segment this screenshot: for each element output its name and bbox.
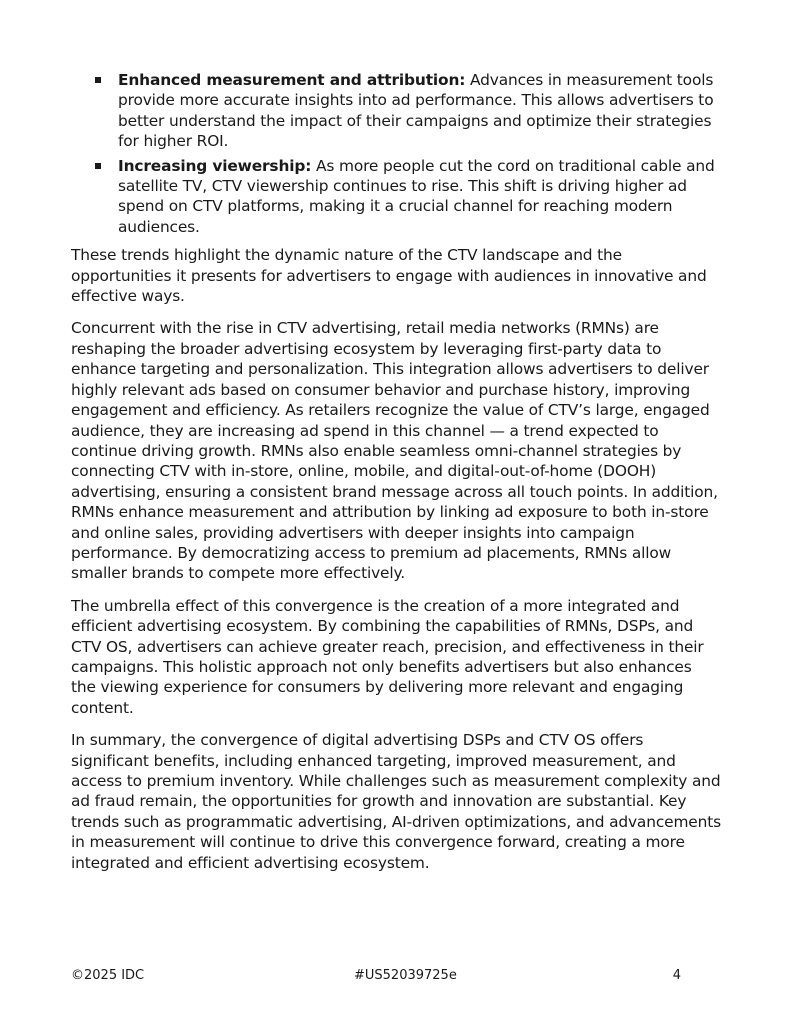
- square-bullet-icon: [95, 163, 101, 169]
- footer-doc-id: #US52039725e: [354, 968, 457, 983]
- trend-bullet-list: [71, 70, 721, 237]
- paragraph-rmn: Concurrent with the rise in CTV advertising, retail media networks (RMNs) are reshaping the broader advertising ecosystem by leveraging first-party data to enhance targeting and personalization. This integration allows advertisers to deliver highly relevant ads based on consumer behavior and purchase history, improving engagement and efficiency. As retailers recognize the value of CTV’s large, engaged audience, they are increasing ad spend in this channel — a trend expected to continue driving growth. RMNs also enable seamless omni-channel strategies by connecting CTV with in-store, online, mobile, and digital-out-of-home (DOOH) advertising, ensuring a consistent brand message across all touch points. In addition, RMNs enhance measurement and attribution by linking ad exposure to both in-store and online sales, providing advertisers with deeper insights into campaign performance. By democratizing access to premium ad placements, RMNs allow smaller brands to compete more effectively.: [71, 319, 718, 583]
- bullet-lead: Enhanced measurement and attribution:: [118, 71, 466, 89]
- bullet-item-measurement: [71, 70, 721, 152]
- bullet-lead: Increasing viewership:: [118, 156, 312, 175]
- document-body: [71, 70, 721, 885]
- paragraph-umbrella: The umbrella effect of this convergence is the creation of a more integrated and efficient advertising ecosystem. By combining the capabilities of RMNs, DSPs, and CTV OS, advertisers can achieve greater reach, precision, and effectiveness in their campaigns. This holistic approach not only benefits advertisers but also enhances the viewing experience for consumers by delivering more relevant and engaging content.: [71, 596, 704, 717]
- paragraph-trends: These trends highlight the dynamic nature of the CTV landscape and the opportunities it presents for advertisers to engage with audiences in innovative and effective ways.: [71, 246, 707, 306]
- bullet-text: As more people cut the cord on traditional cable and satellite TV, CTV viewership continues to rise. This shift is driving higher ad spend on CTV platforms, making it a crucial channel for reaching modern audiences.: [118, 156, 715, 236]
- footer-copyright: ©2025 IDC: [71, 968, 145, 983]
- footer-page-number: 4: [672, 968, 681, 983]
- paragraph-summary: In summary, the convergence of digital advertising DSPs and CTV OS offers significant benefits, including enhanced targeting, improved measurement, and access to premium inventory. While challenges such as measurement complexity and ad fraud remain, the opportunities for growth and innovation are substantial. Key trends such as programmatic advertising, AI-driven optimizations, and advancements in measurement will continue to drive this convergence forward, creating a more integrated and efficient advertising ecosystem.: [71, 731, 721, 872]
- bullet-text: Advances in measurement tools provide more accurate insights into ad performance. This allows advertisers to better understand the impact of their campaigns and optimize their strategies for higher ROI.: [118, 71, 714, 151]
- square-bullet-icon: [95, 77, 101, 83]
- bullet-item-viewership: [71, 156, 721, 238]
